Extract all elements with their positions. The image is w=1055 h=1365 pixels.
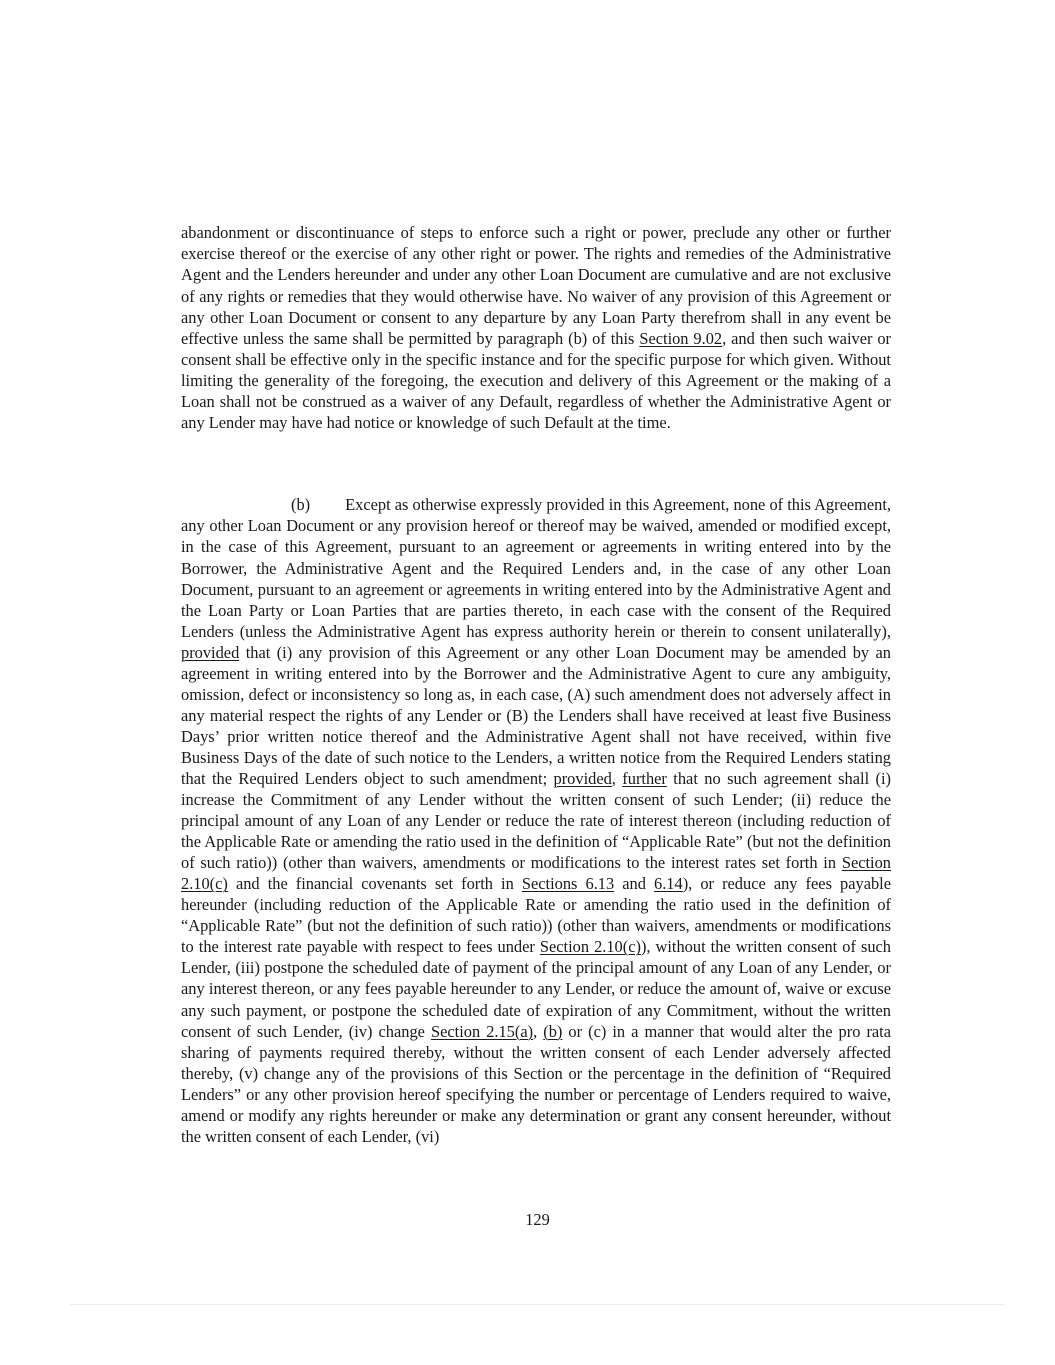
paragraph-text: and bbox=[614, 874, 655, 894]
paragraph-text: , bbox=[533, 1021, 544, 1041]
paragraph-text: or (c) in a manner that would alter the pro rata sharing of payments required thereby, without the written consent of each Lender adversely affected thereby, (v) change any of the provisions of this Section or the percentage in the definition of “Required Lenders” or any other provision hereof specifying the number or percentage of Lenders required to waive, amend or modify any rights hereunder or make any determination or grant any consent hereunder, without the written consent of each Lender, (vi) bbox=[181, 1021, 892, 1146]
paragraph-text: , bbox=[611, 769, 623, 788]
section-reference: Section 9.02 bbox=[639, 328, 723, 348]
paragraph-text: Except as otherwise expressly provided in this Agreement, none of this Agreement, any other Loan Document or any provision hereof or thereof may be waived, amended or modified except, in the case of this Agreement, pursuant to an agreement or agreements in writing entered into by the Borrower, the Administrative Agent and the Required Lenders and, in the case of any other Loan Document, pursuant to an agreement or agreements in writing entered into by the Administrative Agent and the Loan Party or Loan Parties that are parties thereto, in each case with the consent of the Required Lenders (unless the Administrative Agent has express authority herein or therein to consent unilaterally), bbox=[181, 495, 891, 641]
further-term: further bbox=[622, 769, 667, 788]
page-bottom-rule bbox=[70, 1304, 1005, 1305]
paragraph-text: and the financial covenants set forth in bbox=[227, 874, 522, 894]
section-reference: 6.14 bbox=[654, 874, 683, 894]
section-reference: Section 2.10(c) bbox=[181, 853, 891, 894]
paragraph-text: ), without the written consent of such Lender, (iii) postpone the scheduled date of payment of the principal amount of any Loan of any Lender, or any interest thereon, or any fees payable hereunder to any Lender, or reduce the amount of, waive or excuse any such payment, or postpone the scheduled date of expiration of any Commitment, without the written consent of such Lender, (iv) change bbox=[181, 937, 891, 1041]
paragraph-text: ), or reduce any fees payable hereunder (including reduction of the Applicable Rate or amending the ratio used in the definition of “Applicable Rate” (but not the definition of such ratio)) (other than waivers, amendments or modifications to the interest rate payable with respect to fees under bbox=[181, 874, 891, 957]
paragraph-text: , and then such waiver or consent shall be effective only in the specific instance and for the specific purpose for which given. Without limiting the generality of the foregoing, the execution and delivery of this Agreement or the making of a Loan shall not be construed as a waiver of any Default, regardless of whether the Administrative Agent or any Lender may have had notice or knowledge of such Default at the time. bbox=[181, 328, 891, 432]
provided-term: provided bbox=[181, 642, 240, 662]
paragraph-b bbox=[181, 494, 891, 1146]
paragraph-text: abandonment or discontinuance of steps to enforce such a right or power, preclude any other or further exercise thereof or the exercise of any other right or power. The rights and remedies of the Administrative Agent and the Lenders hereunder and under any other Loan Document are cumulative and are not exclusive of any rights or remedies that they would otherwise have. No waiver of any provision of this Agreement or any other Loan Document or consent to any departure by any Loan Party therefrom shall in any event be effective unless the same shall be permitted by paragraph (b) of this bbox=[181, 223, 891, 348]
paragraph-label: (b) bbox=[291, 495, 311, 515]
provided-term: provided bbox=[553, 769, 612, 788]
section-reference: (b) bbox=[543, 1021, 563, 1041]
paragraph-text: that (i) any provision of this Agreement or any other Loan Document may be amended by an agreement in writing entered into by the Borrower and the Administrative Agent to cure any ambiguity, omission, defect or inconsistency so long as, in each case, (A) such amendment does not adversely affect in any material respect the rights of any Lender or (B) the Lenders shall have received at least five Business Days’ prior written notice thereof and the Administrative Agent shall not have received, within five Business Days of the date of such notice to the Lenders, a written notice from the Required Lenders stating that the Required Lenders object to such amendment; bbox=[181, 642, 891, 788]
paragraph-text: that no such agreement shall (i) increase the Commitment of any Lender without the written consent of such Lender; (ii) reduce the principal amount of any Loan of any Lender or reduce the rate of interest thereon (including reduction of the Applicable Rate or amending the ratio used in the definition of “Applicable Rate” (but not the definition of such ratio)) (other than waivers, amendments or modifications to the interest rates set forth in bbox=[181, 769, 891, 873]
section-reference: Sections 6.13 bbox=[521, 874, 615, 894]
page-number: 129 bbox=[525, 1210, 550, 1229]
section-reference: Section 2.15(a) bbox=[430, 1021, 534, 1041]
paragraph-continuation bbox=[181, 222, 891, 432]
section-reference: Section 2.10(c) bbox=[539, 937, 641, 957]
